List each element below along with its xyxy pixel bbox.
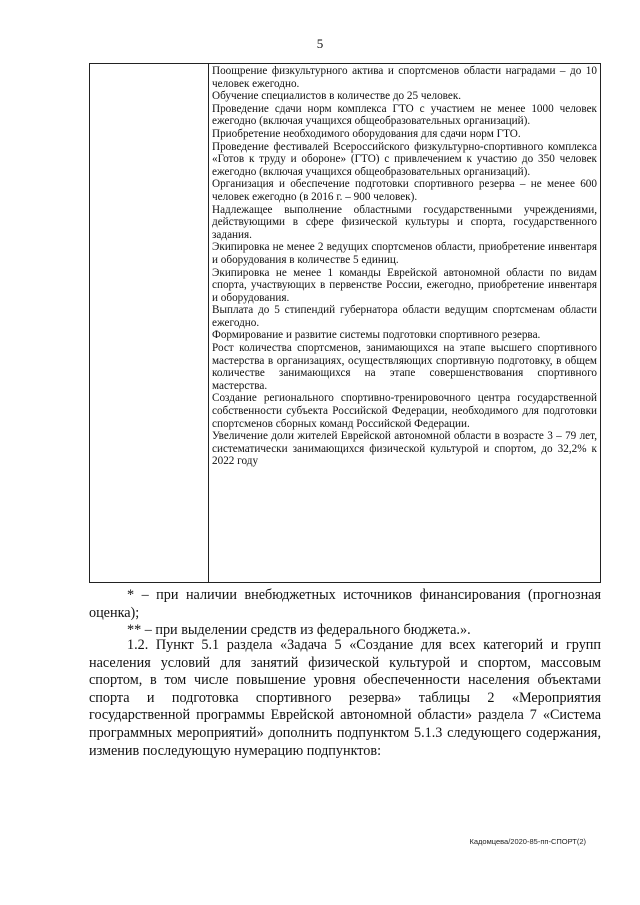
table-item: Выплата до 5 стипендий губернатора области ведущим спортсменам области ежегодно. xyxy=(212,304,597,329)
amendment-paragraph-block xyxy=(89,637,601,760)
table-item: Проведение сдачи норм комплекса ГТО с участием не менее 1000 человек ежегодно (включая учащихся общеобразовательных организаций). xyxy=(212,102,597,128)
document-code: Кадомцева/2020-85-пп-СПОРТ(2) xyxy=(469,837,586,846)
table-item: Надлежащее выполнение областными государственными учреждениями, действующими в сфере физической культуры и спорта, государственного задания. xyxy=(212,203,597,241)
table-item: Создание регионального спортивно-тренировочного центра государственной собственности субъекта Российской Федерации, необходимого для подготовки спортсменов сборных команд Российской Федерации. xyxy=(212,392,597,430)
program-table xyxy=(89,63,601,583)
table-item: Организация и обеспечение подготовки спортивного резерва – не менее 600 человек ежегодно (в 2016 г. – 900 человек). xyxy=(212,178,597,203)
table-item: Рост количества спортсменов, занимающихся на этапе высшего спортивного мастерства в организациях, осуществляющих спортивную подготовку, в общем количестве занимающихся на этапе совершенствования спортивного мастерства. xyxy=(212,342,597,392)
table-column-divider xyxy=(208,64,209,582)
table-item: Поощрение физкультурного актива и спортсменов области наградами – до 10 человек ежегодно. xyxy=(212,65,597,90)
footnote-extrabudgetary: * – при наличии внебюджетных источников финансирования (прогнозная оценка); xyxy=(89,587,601,621)
page-number: 5 xyxy=(316,36,324,51)
footnote-federal: ** – при выделении средств из федерального бюджета.». xyxy=(127,622,471,639)
table-item: Обучение специалистов в количестве до 25 человек. xyxy=(212,90,462,103)
footnotes xyxy=(89,587,601,640)
table-results-cell xyxy=(212,65,597,468)
table-item: Экипировка не менее 1 команды Еврейской автономной области по видам спорта, участвующих в первенстве России, ежегодно, приобретение инвентаря и оборудования. xyxy=(212,266,597,304)
amendment-paragraph: 1.2. Пункт 5.1 раздела «Задача 5 «Создание для всех категорий и групп населения условий для занятий физической культурой и спортом, массовым спортом, в том числе повышение уровня обеспеченности населения объектами спорта и подготовка спортивного резерва» таблицы 2 «Мероприятия государственной программы Еврейской автономной области» раздела 7 «Система программных мероприятий» дополнить подпунктом 5.1.3 следующего содержания, изменив последующую нумерацию подпунктов: xyxy=(89,637,601,759)
table-item: Проведение фестивалей Всероссийского физкультурно-спортивного комплекса «Готов к труду и обороне» (ГТО) с привлечением к участию до 350 человек ежегодно (включая учащихся общеобразовательных организаций). xyxy=(212,140,597,178)
table-item: Экипировка не менее 2 ведущих спортсменов области, приобретение инвентаря и оборудования в количестве 5 единиц. xyxy=(212,241,597,266)
table-item: Увеличение доли жителей Еврейской автономной области в возрасте 3 – 79 лет, систематически занимающихся физической культурой и спортом, до 32,2% к 2022 году xyxy=(212,430,597,468)
table-item: Формирование и развитие системы подготовки спортивного резерва. xyxy=(212,329,541,342)
table-item: Приобретение необходимого оборудования для сдачи норм ГТО. xyxy=(212,127,521,140)
